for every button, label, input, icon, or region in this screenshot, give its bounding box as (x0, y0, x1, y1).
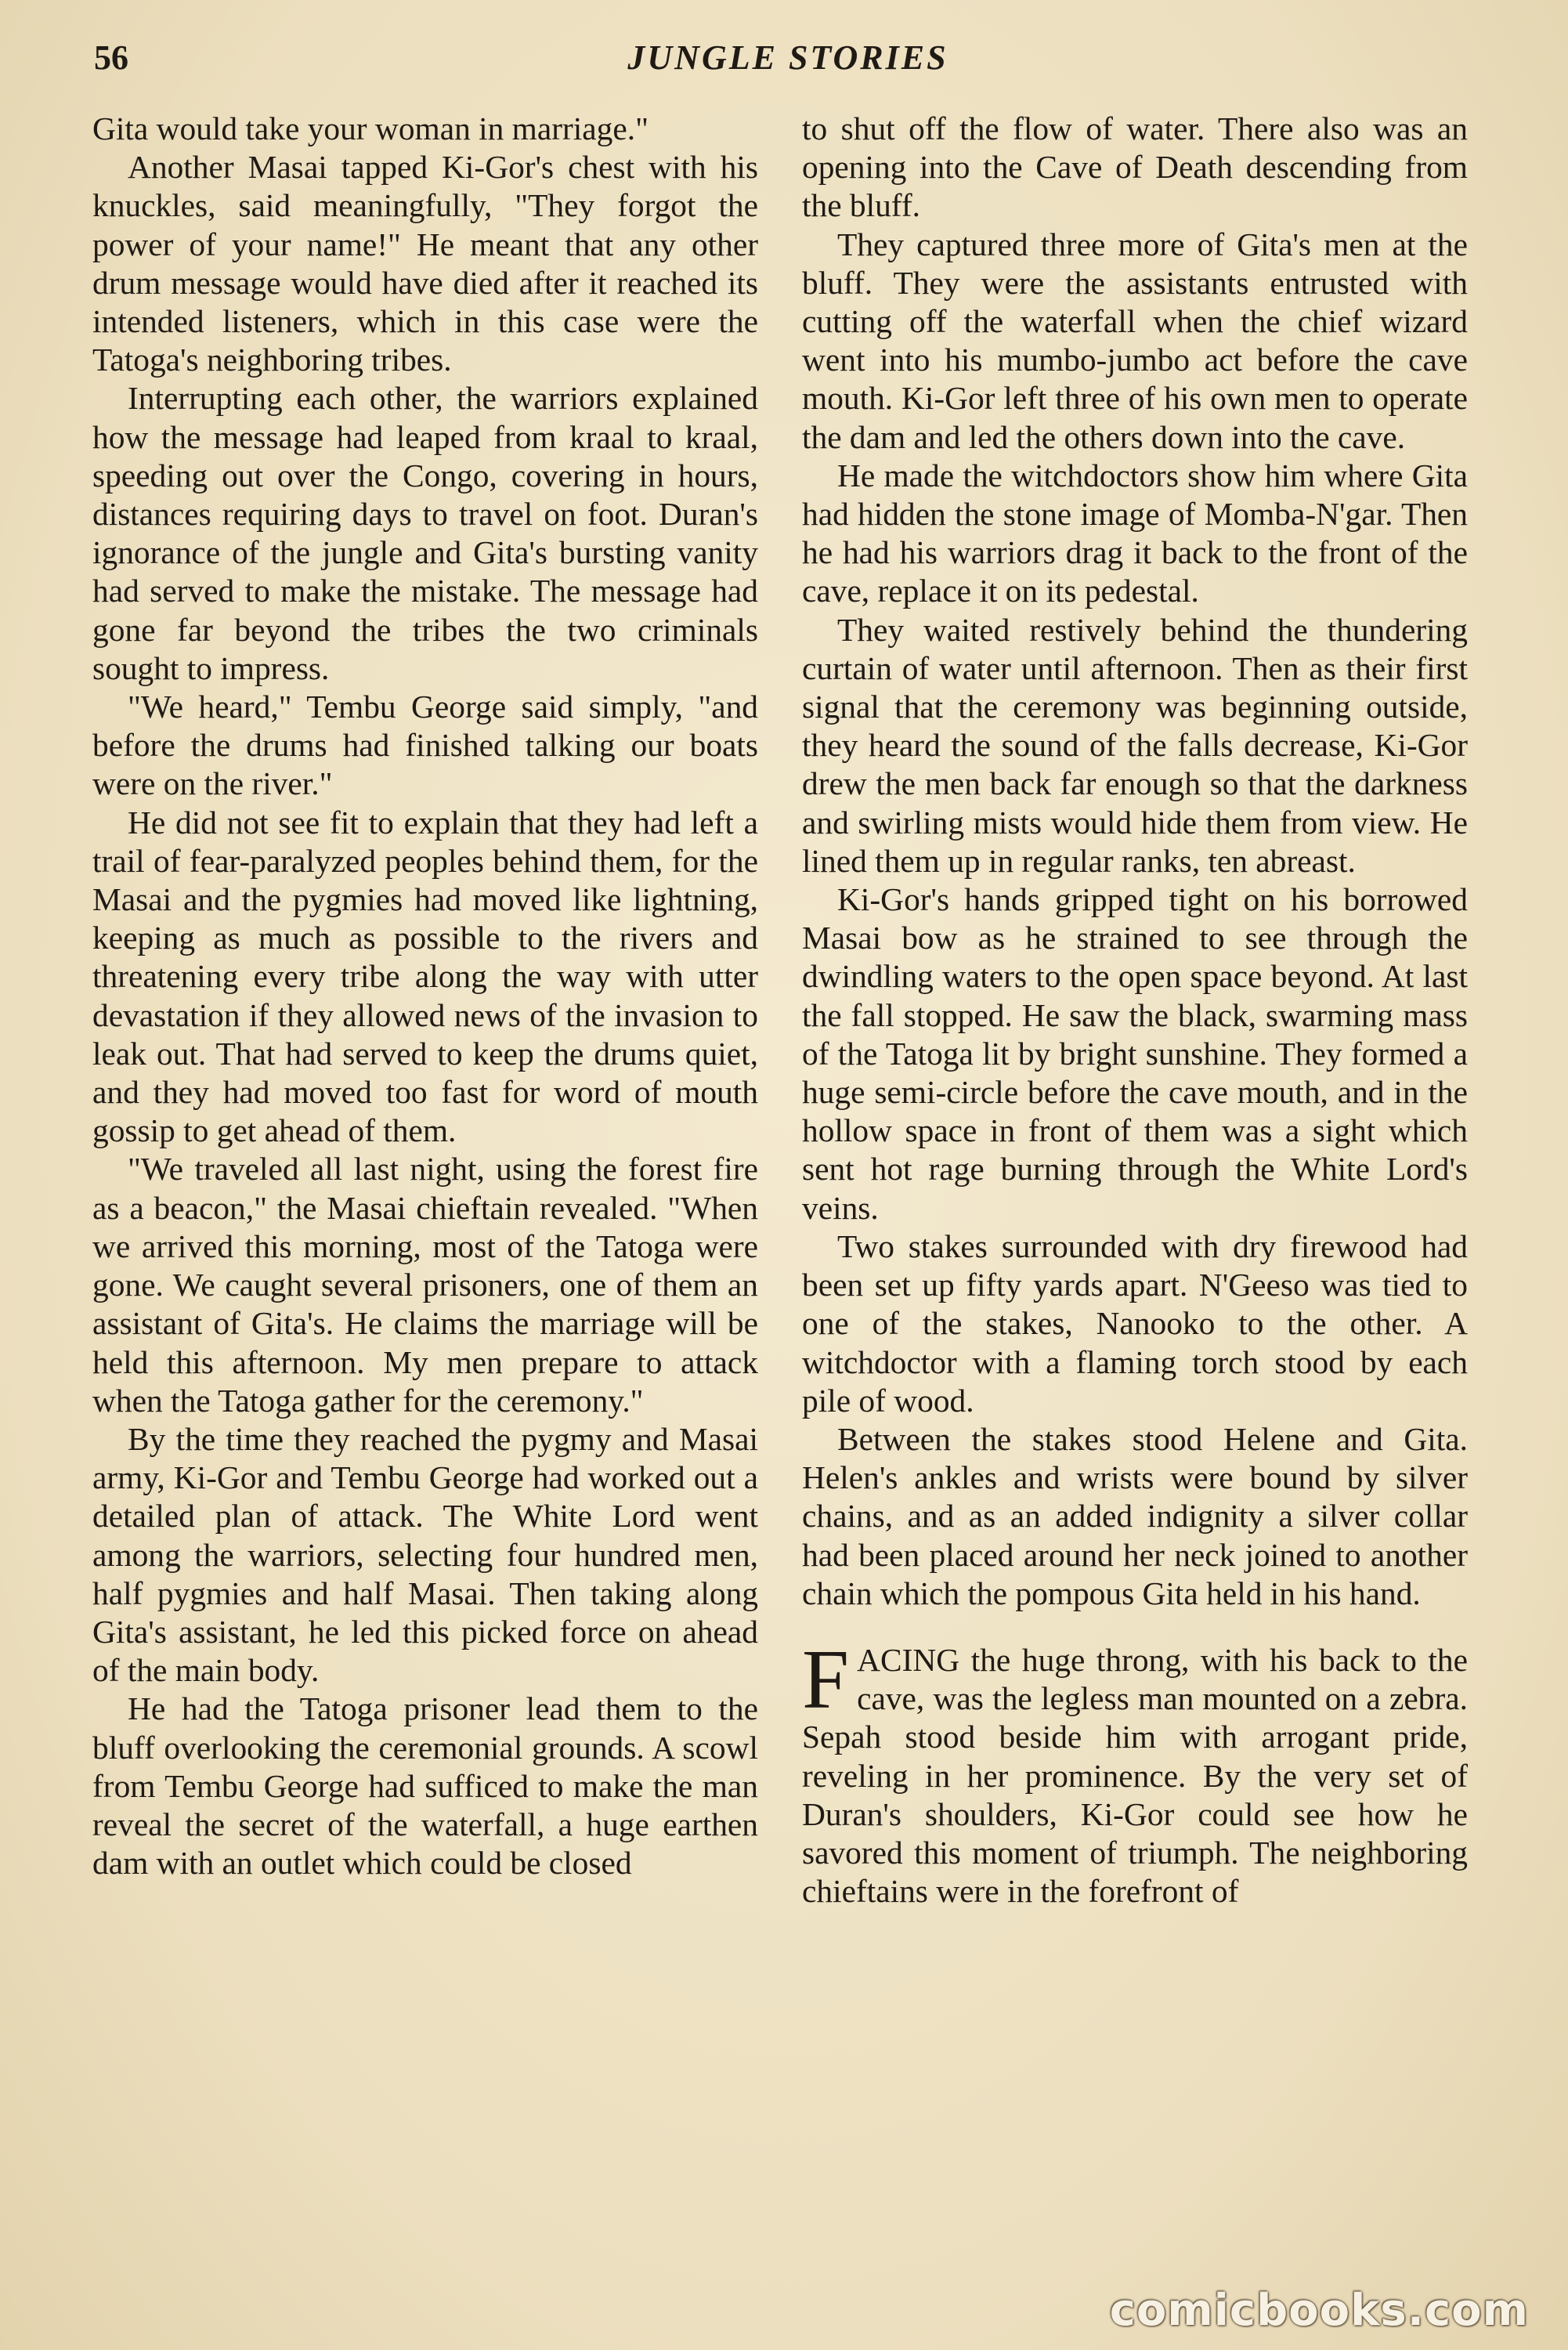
paragraph: Ki-Gor's hands gripped tight on his borrowed Masai bow as he strained to see through the dwindling waters to the open space beyond. At last the fall stopped. He saw the black, swarming mass of the Tatoga lit by bright sunshine. They formed a huge semi-circle before the cave mouth, and in the hollow space in front of them was a sight which sent hot rage burning through the White Lord's veins. (802, 881, 1468, 1226)
paragraph: Interrupting each other, the warriors explained how the message had leaped from kraal to kraal, speeding out over the Congo, covering in hours, distances requiring days to travel on foot. Duran's ignorance of the jungle and Gita's bursting vanity had served to make the mistake. The message had gone far beyond the tribes the two criminals sought to impress. (92, 380, 758, 686)
site-watermark: comicbooks.com (1109, 2285, 1529, 2336)
paragraph: "We traveled all last night, using the forest fire as a beacon," the Masai chieftain revealed. "When we arrived this morning, most of the Tatoga were gone. We caught several prisoners, one of them an assistant of Gita's. He claims the marriage will be held this afternoon. My men prepare to attack when the Tatoga gather for the ceremony." (92, 1151, 758, 1419)
paragraph: Gita would take your woman in marriage." (92, 110, 649, 146)
drop-cap-paragraph (802, 1632, 1468, 1911)
paragraph: to shut off the flow of water. There also was an opening into the Cave of Death descending from the bluff. (802, 110, 1468, 224)
right-column (802, 110, 1468, 2287)
paragraph: He had the Tatoga prisoner lead them to the bluff overlooking the ceremonial grounds. A scowl from Tembu George had sufficed to make the man reveal the secret of the waterfall, a huge earthen dam with an outlet which could be closed (92, 1690, 758, 1882)
section-break (802, 1613, 1468, 1641)
drop-cap: F (802, 1632, 850, 1726)
paragraph: Two stakes surrounded with dry firewood had been set up fifty yards apart. N'Geeso was tied to one of the stakes, Nanooko to the other. A witchdoctor with a flaming torch stood by each pile of wood. (802, 1227, 1468, 1419)
paragraph: "We heard," Tembu George said simply, "and before the drums had finished talking our boats were on the river." (92, 689, 758, 802)
paragraph: They captured three more of Gita's men at the bluff. They were the assistants entrusted with cutting off the waterfall when the chief wizard went into his mumbo-jumbo act before the cave mouth. Ki-Gor left three of his own men to operate the dam and led the others down into the cave. (802, 226, 1468, 455)
paragraph: They waited restively behind the thundering curtain of water until afternoon. Then as their first signal that the ceremony was beginning outside, they heard the sound of the falls decrease, Ki-Gor drew the men back far enough so that the darkness and swirling mists would hide them from view. He lined them up in regular ranks, ten abreast. (802, 611, 1468, 879)
paragraph: Another Masai tapped Ki-Gor's chest with his knuckles, said meaningfully, "They forgot the power of your name!" He meant that any other drum message would have died after it reached its intended listeners, which in this case were the Tatoga's neighboring tribes. (92, 149, 758, 378)
paragraph: He did not see fit to explain that they had left a trail of fear-paralyzed peoples behind them, for the Masai and the pygmies had moved like lightning, keeping as much as possible to the rivers and threatening every tribe along the way with utter devastation if they allowed news of the invasion to leak out. That had served to keep the drums quiet, and they had moved too fast for word of mouth gossip to get ahead of them. (92, 804, 758, 1149)
page-number: 56 (94, 38, 128, 77)
paragraph: Between the stakes stood Helene and Gita. Helen's ankles and wrists were bound by silver chains, and as an added indignity a silver collar had been placed around her neck joined to another chain which the pompous Gita held in his hand. (802, 1420, 1468, 1611)
paragraph: By the time they reached the pygmy and Masai army, Ki-Gor and Tembu George had worked out a detailed plan of attack. The White Lord went among the warriors, selecting four hundred men, half pygmies and half Masai. Then taking along Gita's assistant, he led this picked force on ahead of the main body. (92, 1420, 758, 1689)
paragraph: He made the witchdoctors show him where Gita had hidden the stone image of Momba-N'gar. Then he had his warriors drag it back to the front of the cave, replace it on its pedestal. (802, 457, 1468, 609)
left-column (92, 110, 758, 2287)
running-head: JUNGLE STORIES (627, 38, 948, 77)
drop-cap-paragraph-text: ACING the huge throng, with his back to the cave, was the legless man mounted on a zebra. Sepah stood beside him with arrogant pride, reveling in her prominence. By the very set of Duran's shoulders, Ki-Gor could see how he savored this moment of triumph. The neighboring chieftains were in the forefront of (802, 1641, 1468, 1910)
page-header (94, 38, 1482, 92)
